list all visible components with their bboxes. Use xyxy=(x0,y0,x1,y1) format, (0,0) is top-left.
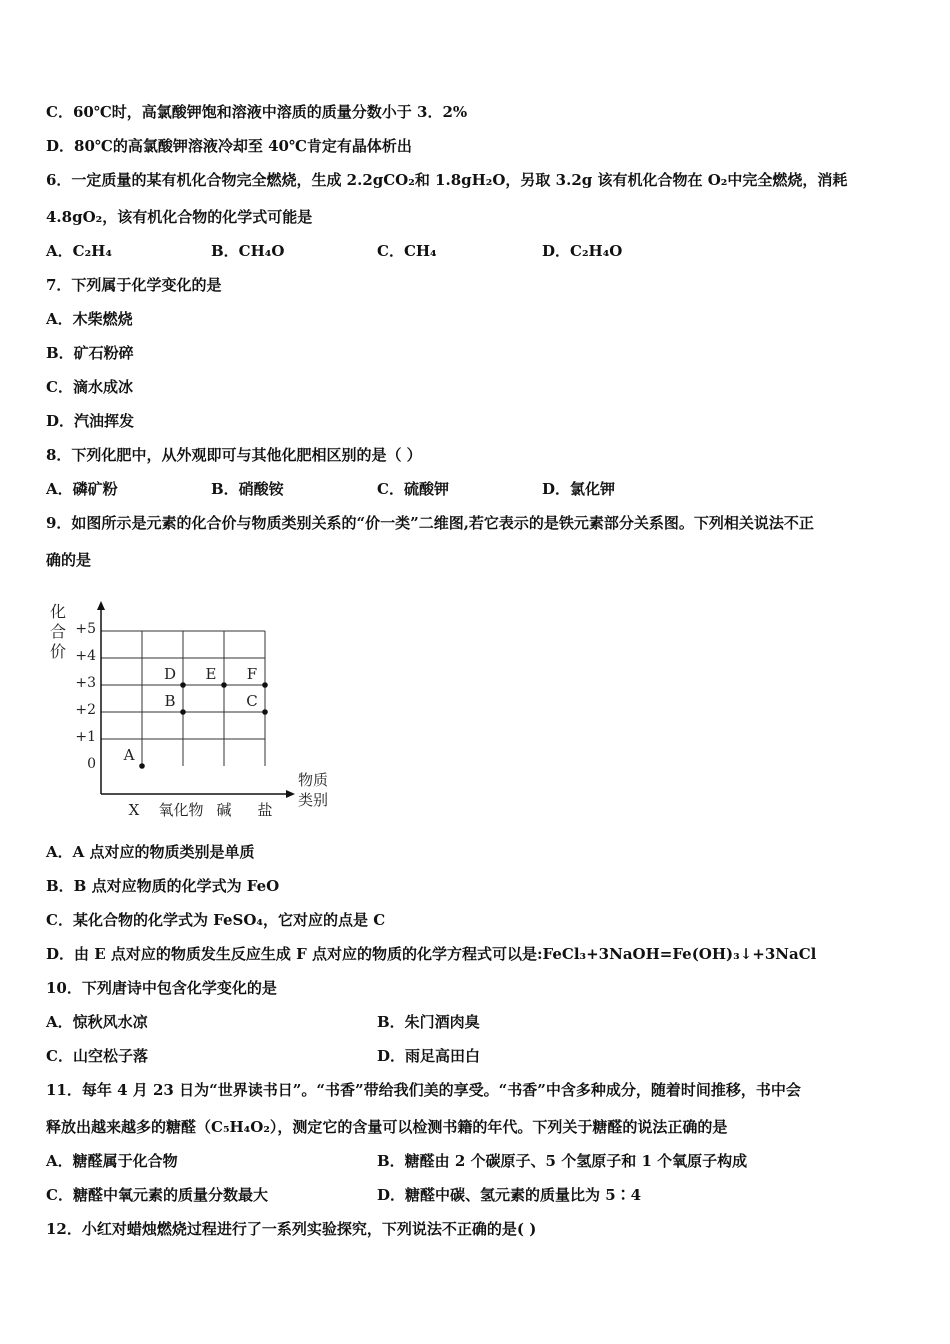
q11-option-b: B．糖醛由 2 个碳原子、5 个氢原子和 1 个氧原子构成 xyxy=(377,1152,748,1170)
q6-option-a: A．C₂H₄ xyxy=(46,242,112,260)
q6-option-c: C．CH₄ xyxy=(377,242,437,260)
data-point-f xyxy=(262,682,268,688)
q9-stem-line2: 确的是 xyxy=(46,551,92,569)
q8-option-b: B．硝酸铵 xyxy=(211,480,284,498)
q9-stem-line1: 9．如图所示是元素的化合价与物质类别关系的“价一类”二维图,若它表示的是铁元素部分关系图。下列相关说法不正 xyxy=(46,514,814,532)
q8-option-c: C．硫酸钾 xyxy=(377,480,449,498)
data-point-d xyxy=(180,682,186,688)
q6-option-d: D．C₂H₄O xyxy=(542,242,623,260)
y-tick-labels xyxy=(75,621,96,772)
q11-stem-line2: 释放出越来越多的糖醛（C₅H₄O₂），测定它的含量可以检测书籍的年代。下列关于糖醛的说法正确的是 xyxy=(46,1118,728,1136)
x-tick-label: 氧化物 xyxy=(158,801,204,819)
y-tick-label: +5 xyxy=(75,621,96,637)
y-axis-arrow xyxy=(97,601,105,610)
data-point-c xyxy=(262,709,268,715)
q11-option-c: C．糖醛中氧元素的质量分数最大 xyxy=(46,1186,268,1204)
q8-stem: 8．下列化肥中，从外观即可与其他化肥相区别的是（ ） xyxy=(46,446,422,464)
q6-stem-line1: 6．一定质量的某有机化合物完全燃烧，生成 2.2gCO₂和 1.8gH₂O，另取 3.2g 该有机化合物在 O₂中完全燃烧，消耗 xyxy=(46,171,848,189)
q7-option-a: A．木柴燃烧 xyxy=(46,310,133,328)
q9-option-b: B．B 点对应物质的化学式为 FeO xyxy=(46,877,280,895)
y-tick-label: +3 xyxy=(75,675,96,691)
q6-stem-line2: 4.8gO₂，该有机化合物的化学式可能是 xyxy=(46,208,313,226)
point-label-e: E xyxy=(205,665,217,683)
q9-option-c: C．某化合物的化学式为 FeSO₄，它对应的点是 C xyxy=(46,911,386,929)
y-axis-label-char-3: 价 xyxy=(49,642,67,661)
x-axis-label-line-2: 类别 xyxy=(298,791,329,809)
q10-option-b: B．朱门酒肉臭 xyxy=(377,1013,480,1031)
q11-stem-line1: 11．每年 4 月 23 日为“世界读书日”。“书香”带给我们美的享受。“书香”中含多种成分，随着时间推移，书中会 xyxy=(46,1081,801,1099)
x-tick-label: 盐 xyxy=(257,801,273,819)
q10-stem: 10．下列唐诗中包含化学变化的是 xyxy=(46,979,277,997)
y-tick-label: +1 xyxy=(75,729,96,745)
y-tick-label: 0 xyxy=(87,756,96,772)
point-label-f: F xyxy=(246,665,258,683)
y-axis-label-char-1: 化 xyxy=(49,602,67,621)
point-label-b: B xyxy=(164,692,176,710)
q10-option-c: C．山空松子落 xyxy=(46,1047,148,1065)
q7-option-b: B．矿石粉碎 xyxy=(46,344,134,362)
q5-option-d: D．80℃的高氯酸钾溶液冷却至 40℃肯定有晶体析出 xyxy=(46,137,412,155)
x-axis-label-line-1: 物质 xyxy=(298,771,329,789)
q10-option-d: D．雨足高田白 xyxy=(377,1047,481,1065)
q8-option-d: D．氯化钾 xyxy=(542,480,616,498)
x-tick-labels xyxy=(129,801,273,819)
y-tick-label: +4 xyxy=(75,648,96,664)
data-point-a xyxy=(139,763,145,769)
data-points xyxy=(123,665,268,769)
q10-option-a: A．惊秋风水凉 xyxy=(46,1013,148,1031)
x-tick-label: X xyxy=(128,801,140,819)
q7-option-c: C．滴水成冰 xyxy=(46,378,133,396)
q9-option-d: D．由 E 点对应的物质发生反应生成 F 点对应的物质的化学方程式可以是:FeCl₃+3NaOH=Fe(OH)₃↓+3NaCl xyxy=(46,945,817,963)
q5-option-c: C．60℃时，高氯酸钾饱和溶液中溶质的质量分数小于 3．2% xyxy=(46,103,468,121)
q6-option-b: B．CH₄O xyxy=(211,242,285,260)
y-tick-label: +2 xyxy=(75,702,96,718)
data-point-e xyxy=(221,682,227,688)
point-label-a: A xyxy=(123,746,135,764)
point-label-c: C xyxy=(246,692,258,710)
data-point-b xyxy=(180,709,186,715)
q9-option-a: A．A 点对应的物质类别是单质 xyxy=(46,843,255,861)
q7-option-d: D．汽油挥发 xyxy=(46,412,135,430)
q11-option-d: D．糖醛中碳、氢元素的质量比为 5∶4 xyxy=(377,1186,642,1204)
x-tick-label: 碱 xyxy=(216,801,232,819)
q8-option-a: A．磷矿粉 xyxy=(46,480,118,498)
q7-stem: 7．下列属于化学变化的是 xyxy=(46,276,222,294)
x-axis-arrow xyxy=(286,790,295,798)
q11-option-a: A．糖醛属于化合物 xyxy=(46,1152,178,1170)
point-label-d: D xyxy=(163,665,177,683)
valence-category-chart xyxy=(40,592,350,822)
q12-stem: 12．小红对蜡烛燃烧过程进行了一系列实验探究，下列说法不正确的是( ) xyxy=(46,1220,537,1238)
y-axis-label-char-2: 合 xyxy=(49,622,67,641)
